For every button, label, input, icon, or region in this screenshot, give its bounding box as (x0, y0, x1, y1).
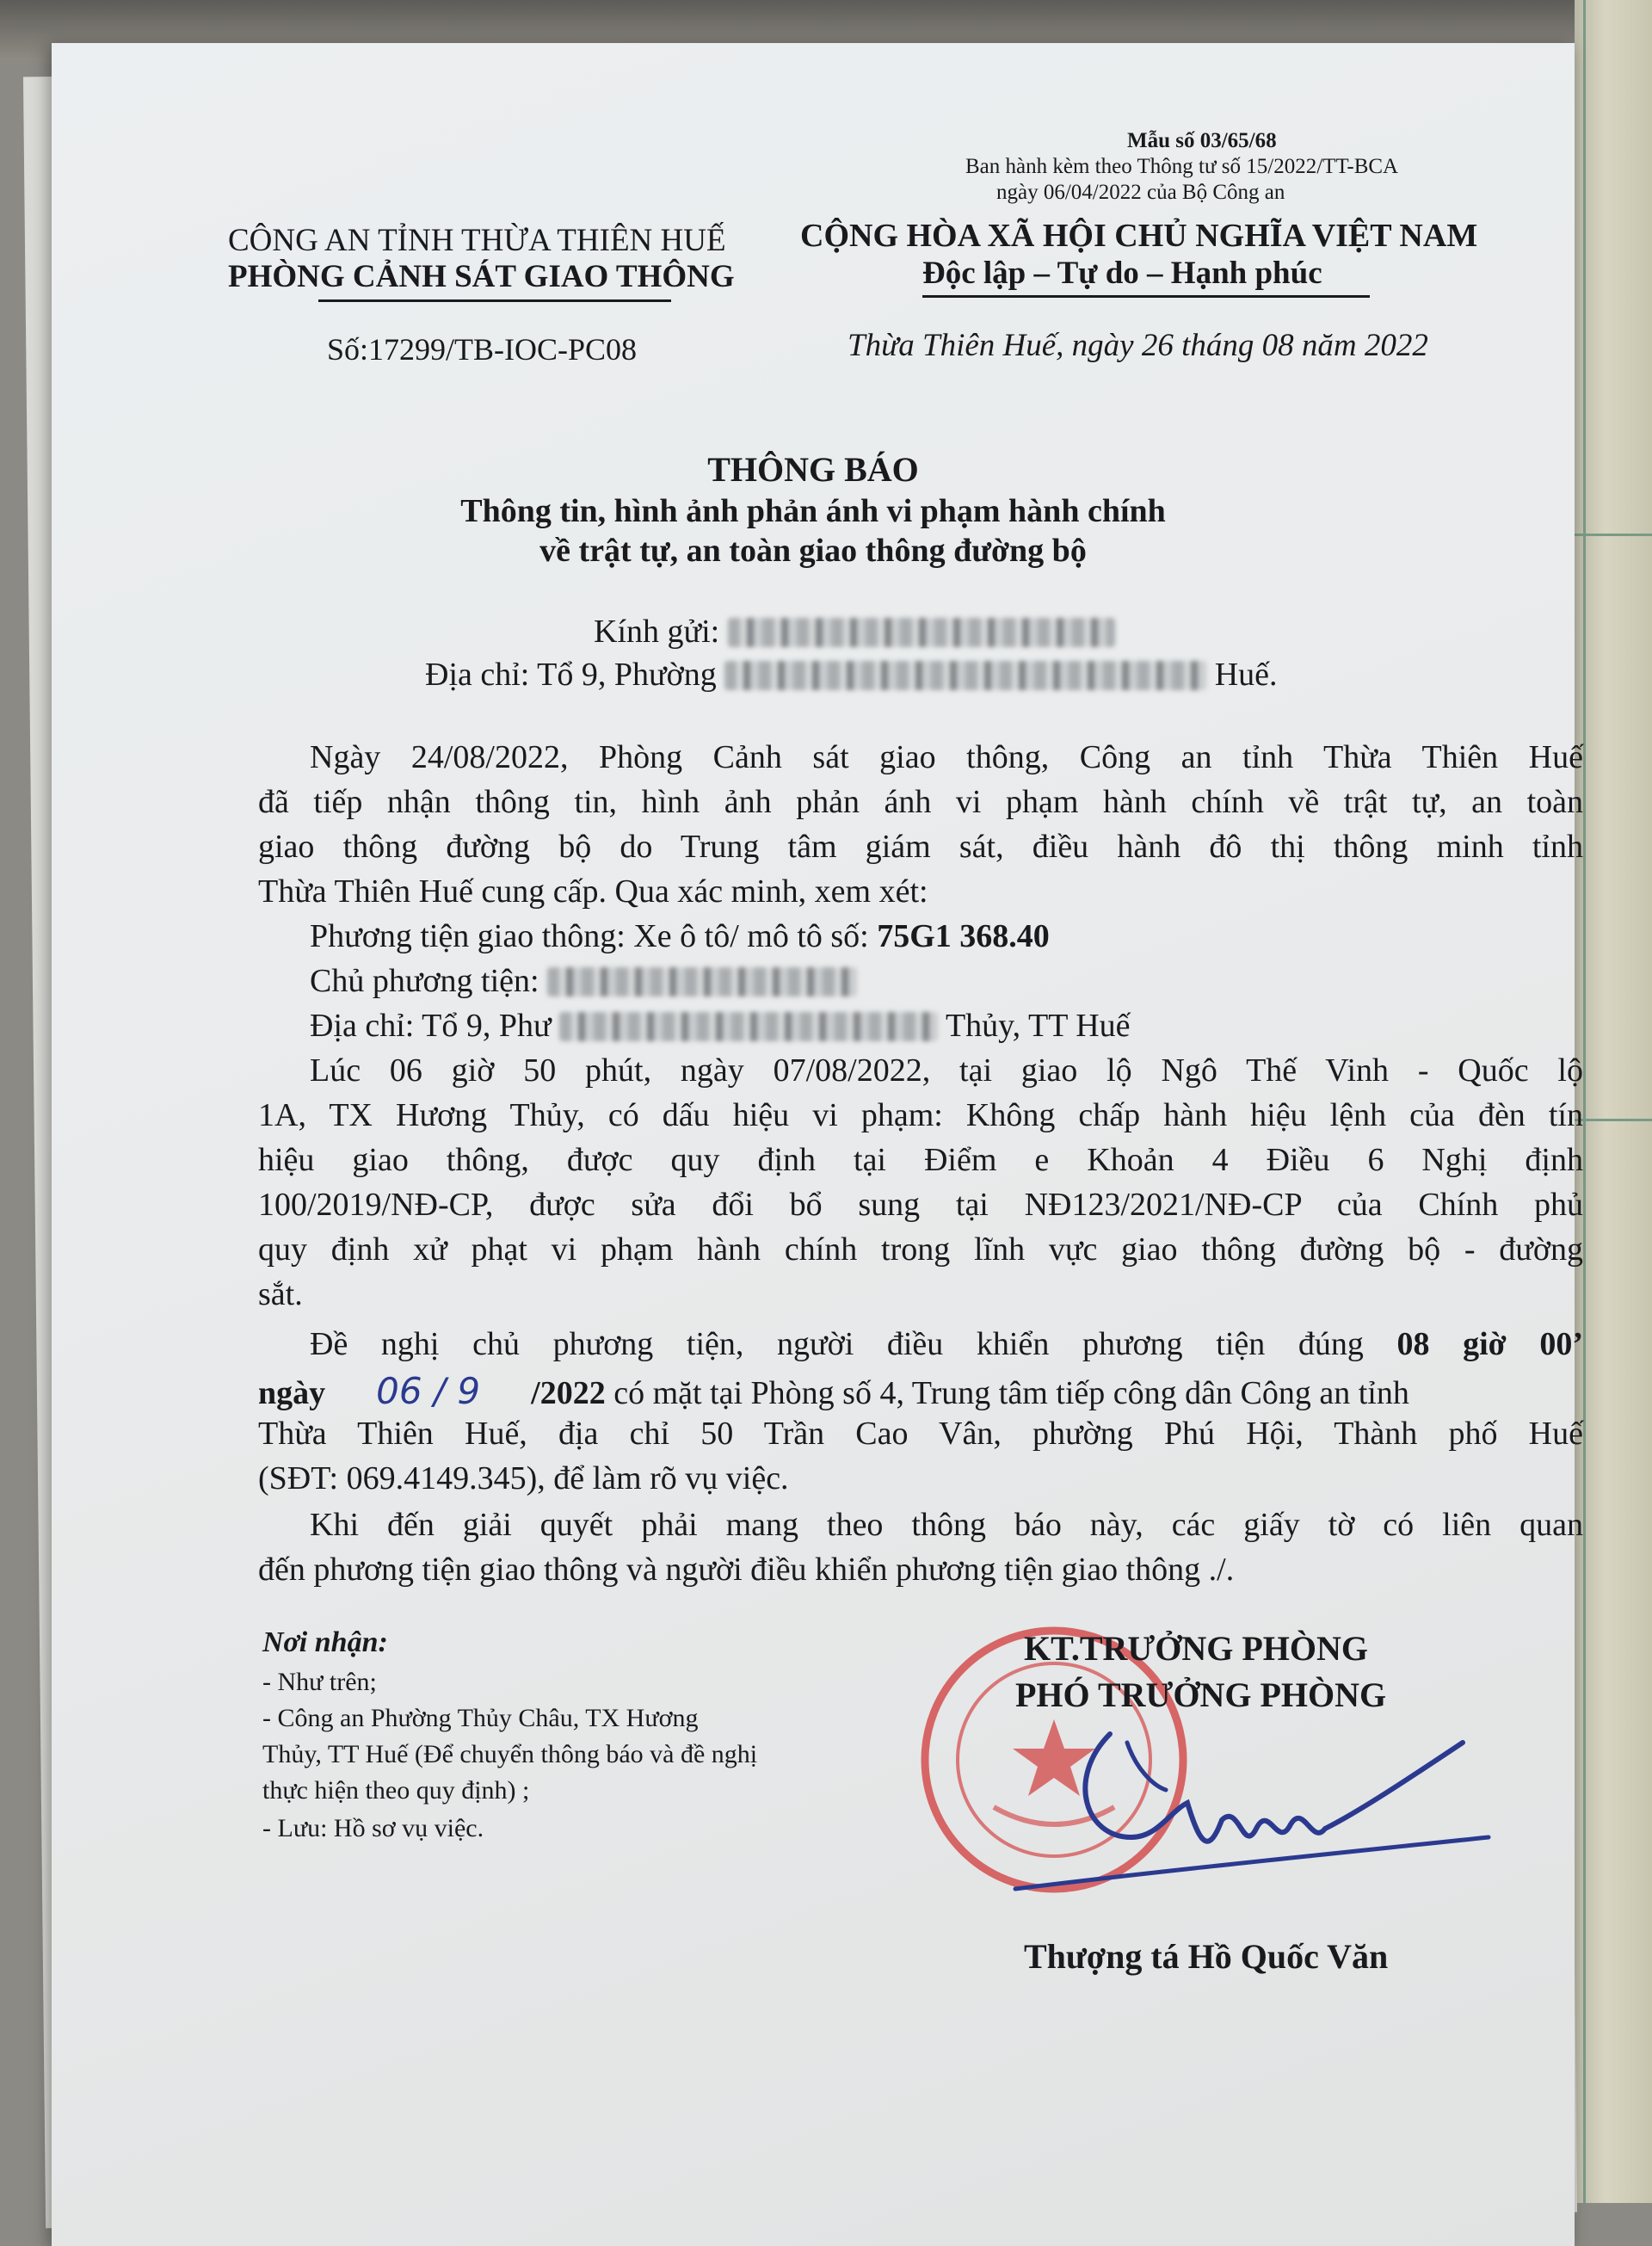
para3-line3: Thừa Thiên Huế, địa chỉ 50 Trần Cao Vân, phường Phú Hội, Thành phố Huế (258, 1416, 1583, 1452)
para4-line1: Khi đến giải quyết phải mang theo thông báo này, các giấy tờ có liên quan (310, 1507, 1583, 1543)
para1-line3: giao thông đường bộ do Trung tâm giám sát, điều hành đô thị thông minh tỉnh (258, 829, 1583, 865)
para3-line1 (310, 1325, 1583, 1363)
recipients-item2-line3: thực hiện theo quy định) ; (262, 1776, 530, 1805)
redacted-recipient-name (728, 618, 1115, 647)
form-issued-with: Ban hành kèm theo Thông tư số 15/2022/TT-BCA (965, 155, 1399, 178)
recipient-label: Kính gửi: (594, 614, 720, 650)
vehicle-label: Phương tiện giao thông: Xe ô tô/ mô tô số: (310, 918, 869, 954)
vehicle-line (310, 917, 1635, 955)
redacted-owner-address (559, 1012, 938, 1041)
para1-line1: Ngày 24/08/2022, Phòng Cảnh sát giao thông, Công an tỉnh Thừa Thiên Huế (310, 739, 1583, 775)
agency-name: CÔNG AN TỈNH THỪA THIÊN HUẾ (228, 223, 726, 258)
redacted-owner-name (547, 967, 857, 997)
document-title: THÔNG BÁO (707, 450, 919, 489)
handwritten-date: 06 / 9 (376, 1370, 481, 1412)
para2-line2: 1A, TX Hương Thủy, có dấu hiệu vi phạm: Không chấp hành hiệu lệnh của đèn tín (258, 1097, 1583, 1133)
para3-line2 (258, 1370, 1583, 1412)
reference-number: Số:17299/TB-IOC-PC08 (327, 332, 638, 367)
form-issued-date: ngày 06/04/2022 của Bộ Công an (996, 181, 1285, 204)
appointment-time: 08 giờ 00’ (1396, 1326, 1583, 1362)
document-subtitle-line1: Thông tin, hình ảnh phản ánh vi phạm hành chính (460, 493, 1166, 529)
recipient-line (594, 613, 1115, 651)
vehicle-plate: 75G1 368.40 (877, 918, 1050, 954)
place-date: Thừa Thiên Huế, ngày 26 tháng 08 năm 2022 (848, 328, 1428, 363)
para4-line2: đến phương tiện giao thông và người điều khiển phương tiện giao thông ./. (258, 1552, 1235, 1588)
recipients-item1: - Như trên; (262, 1668, 377, 1696)
owner-line (310, 962, 1635, 1000)
form-number: Mẫu số 03/65/68 (1127, 129, 1277, 152)
signature-title1: KT.TRƯỞNG PHÒNG (1024, 1629, 1368, 1668)
appointment-place: có mặt tại Phòng số 4, Trung tâm tiếp công dân Công an tỉnh (613, 1375, 1409, 1411)
para2-line3: hiệu giao thông, được quy định tại Điểm e Khoản 4 Điều 6 Nghị định (258, 1142, 1583, 1178)
recipients-item2-line2: Thủy, TT Huế (Để chuyển thông báo và đề nghị (262, 1740, 758, 1768)
para2-line6: sắt. (258, 1276, 303, 1312)
handwritten-signature (981, 1708, 1497, 1906)
signature-title2: PHÓ TRƯỞNG PHÒNG (1015, 1675, 1387, 1714)
recipients-item3: - Lưu: Hồ sơ vụ việc. (262, 1814, 484, 1842)
recipients-item2-line1: - Công an Phường Thủy Châu, TX Hương (262, 1704, 699, 1732)
recipient-address-tail: Huế. (1214, 657, 1278, 693)
para1-line2: đã tiếp nhận thông tin, hình ảnh phản ánh vi phạm hành chính về trật tự, an toàn (258, 784, 1583, 820)
appointment-day-label: ngày (258, 1375, 326, 1411)
department-name: PHÒNG CẢNH SÁT GIAO THÔNG (228, 259, 735, 294)
appointment-year: /2022 (531, 1375, 606, 1411)
redacted-recipient-address (724, 661, 1206, 690)
national-motto: Độc lập – Tự do – Hạnh phúc (922, 256, 1322, 291)
document-page (52, 43, 1583, 2246)
owner-address-tail: Thủy, TT Huế (945, 1008, 1131, 1044)
recipient-address-label: Địa chỉ: Tổ 9, Phường (425, 657, 717, 693)
country-name: CỘNG HÒA XÃ HỘI CHỦ NGHĨA VIỆT NAM (800, 218, 1478, 254)
motto-underline (922, 295, 1370, 298)
para1-line4: Thừa Thiên Huế cung cấp. Qua xác minh, xem xét: (258, 873, 928, 910)
para2-line5: quy định xử phạt vi phạm hành chính trong lĩnh vực giao thông đường bộ - đường (258, 1231, 1583, 1268)
wall-tiles (1575, 0, 1652, 2203)
signer-name: Thượng tá Hồ Quốc Văn (1024, 1937, 1389, 1976)
owner-address-line (310, 1007, 1635, 1045)
para2-line1: Lúc 06 giờ 50 phút, ngày 07/08/2022, tại giao lộ Ngô Thế Vinh - Quốc lộ (310, 1052, 1583, 1089)
para3-text: Đề nghị chủ phương tiện, người điều khiển phương tiện đúng (310, 1326, 1364, 1362)
recipients-heading: Nơi nhận: (262, 1626, 388, 1658)
department-underline (318, 299, 671, 302)
recipient-address-line (425, 656, 1278, 694)
owner-address-label: Địa chỉ: Tổ 9, Phư (310, 1008, 552, 1044)
owner-label: Chủ phương tiện: (310, 963, 539, 999)
para2-line4: 100/2019/NĐ-CP, được sửa đổi bổ sung tại NĐ123/2021/NĐ-CP của Chính phủ (258, 1187, 1583, 1223)
para3-line4: (SĐT: 069.4149.345), để làm rõ vụ việc. (258, 1460, 789, 1496)
document-subtitle-line2: về trật tự, an toàn giao thông đường bộ (539, 533, 1087, 569)
